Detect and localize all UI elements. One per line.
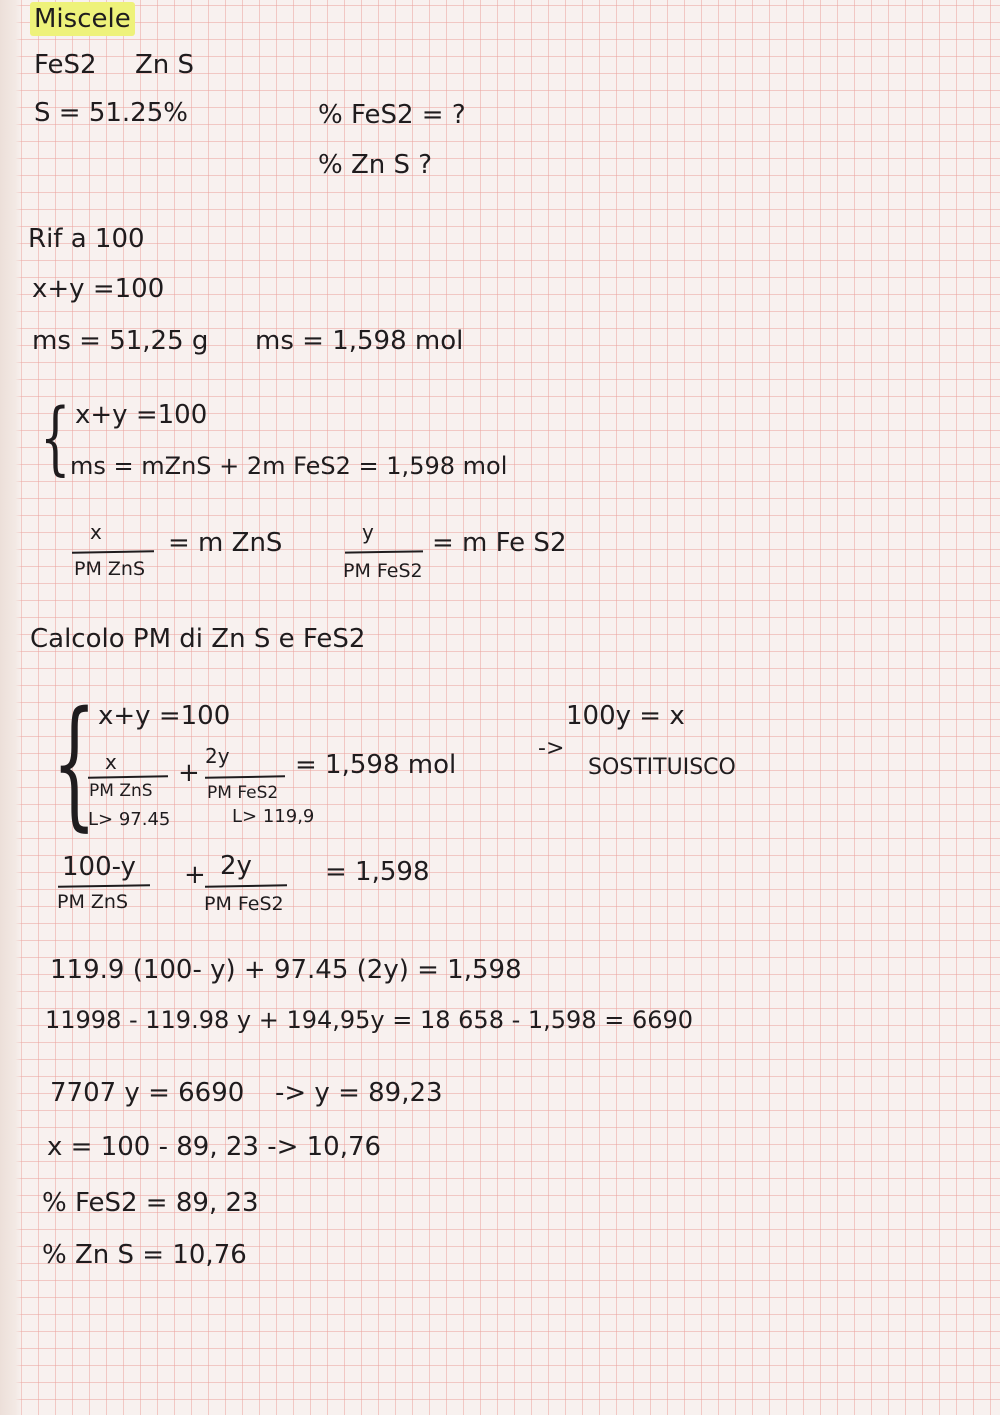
eq3-frac2-bar bbox=[205, 884, 287, 887]
algebra-line-4: x = 100 - 89, 23 -> 10,76 bbox=[47, 1132, 382, 1162]
system2-line1: x+y =100 bbox=[98, 701, 231, 731]
component-fes2: FeS2 bbox=[34, 50, 97, 80]
sys2-frac2-denominator: PM FeS2 bbox=[207, 783, 279, 803]
eq3-frac1-numerator: 100-y bbox=[62, 852, 136, 882]
frac2-result: = m Fe S2 bbox=[432, 528, 567, 558]
page-title bbox=[30, 6, 135, 32]
sulfur-mass: ms = 51,25 g bbox=[32, 326, 209, 356]
component-zns: Zn S bbox=[135, 50, 195, 80]
result-fes2: % FeS2 = 89, 23 bbox=[42, 1188, 259, 1218]
sys2-frac2-bar bbox=[205, 775, 285, 778]
frac2-bar bbox=[345, 550, 423, 553]
given-sulfur-percent: S = 51.25% bbox=[34, 98, 188, 128]
sys2-frac1-numerator: x bbox=[105, 750, 117, 774]
frac1-numerator: x bbox=[90, 520, 102, 544]
system1-line2: ms = mZnS + 2m FeS2 = 1,598 mol bbox=[70, 452, 508, 480]
frac1-result: = m ZnS bbox=[168, 528, 283, 558]
side-note-substitute: SOSTITUISCO bbox=[588, 755, 736, 780]
eq3-plus: + bbox=[184, 860, 206, 890]
sys2-plus: + bbox=[178, 758, 200, 788]
eq3-frac1-bar bbox=[58, 884, 150, 888]
sulfur-moles: ms = 1,598 mol bbox=[255, 326, 464, 356]
frac1-bar bbox=[72, 550, 154, 553]
eq3-frac2-denominator: PM FeS2 bbox=[204, 893, 284, 915]
system-brace-2: { bbox=[52, 682, 97, 845]
reference-100: Rif a 100 bbox=[28, 224, 145, 254]
sys2-frac1-value: L> 97.45 bbox=[88, 809, 171, 830]
algebra-line-1: 119.9 (100- y) + 97.45 (2y) = 1,598 bbox=[50, 955, 522, 985]
frac2-numerator: y bbox=[362, 520, 374, 544]
frac2-denominator: PM FeS2 bbox=[343, 560, 423, 582]
algebra-line-2: 11998 - 119.98 y + 194,95y = 18 658 - 1,598 = 6690 bbox=[45, 1006, 694, 1034]
system1-line1: x+y =100 bbox=[75, 400, 208, 430]
calc-heading: Calcolo PM di Zn S e FeS2 bbox=[30, 624, 366, 654]
eq3-frac2-numerator: 2y bbox=[220, 851, 252, 881]
question-fes2: % FeS2 = ? bbox=[318, 100, 466, 130]
eq3-result: = 1,598 bbox=[325, 857, 430, 887]
side-note-relation: 100y = x bbox=[566, 701, 685, 731]
notebook-binding-edge bbox=[0, 0, 22, 1415]
sys2-frac2-value: L> 119,9 bbox=[232, 806, 315, 827]
sys2-frac1-bar bbox=[88, 775, 168, 778]
arrow-to-substitution: -> bbox=[538, 736, 565, 761]
algebra-line-3b: -> y = 89,23 bbox=[275, 1078, 443, 1108]
algebra-line-3a: 7707 y = 6690 bbox=[50, 1078, 245, 1108]
result-zns: % Zn S = 10,76 bbox=[42, 1240, 247, 1270]
system-brace-1: { bbox=[40, 391, 71, 484]
sys2-frac2-numerator: 2y bbox=[205, 744, 230, 768]
sys2-result: = 1,598 mol bbox=[295, 750, 457, 780]
title-highlight: Miscele bbox=[30, 2, 135, 36]
question-zns: % Zn S ? bbox=[318, 150, 433, 180]
eq3-frac1-denominator: PM ZnS bbox=[57, 891, 129, 913]
frac1-denominator: PM ZnS bbox=[74, 558, 146, 580]
sys2-frac1-denominator: PM ZnS bbox=[89, 781, 153, 801]
sum-equation: x+y =100 bbox=[32, 274, 165, 304]
